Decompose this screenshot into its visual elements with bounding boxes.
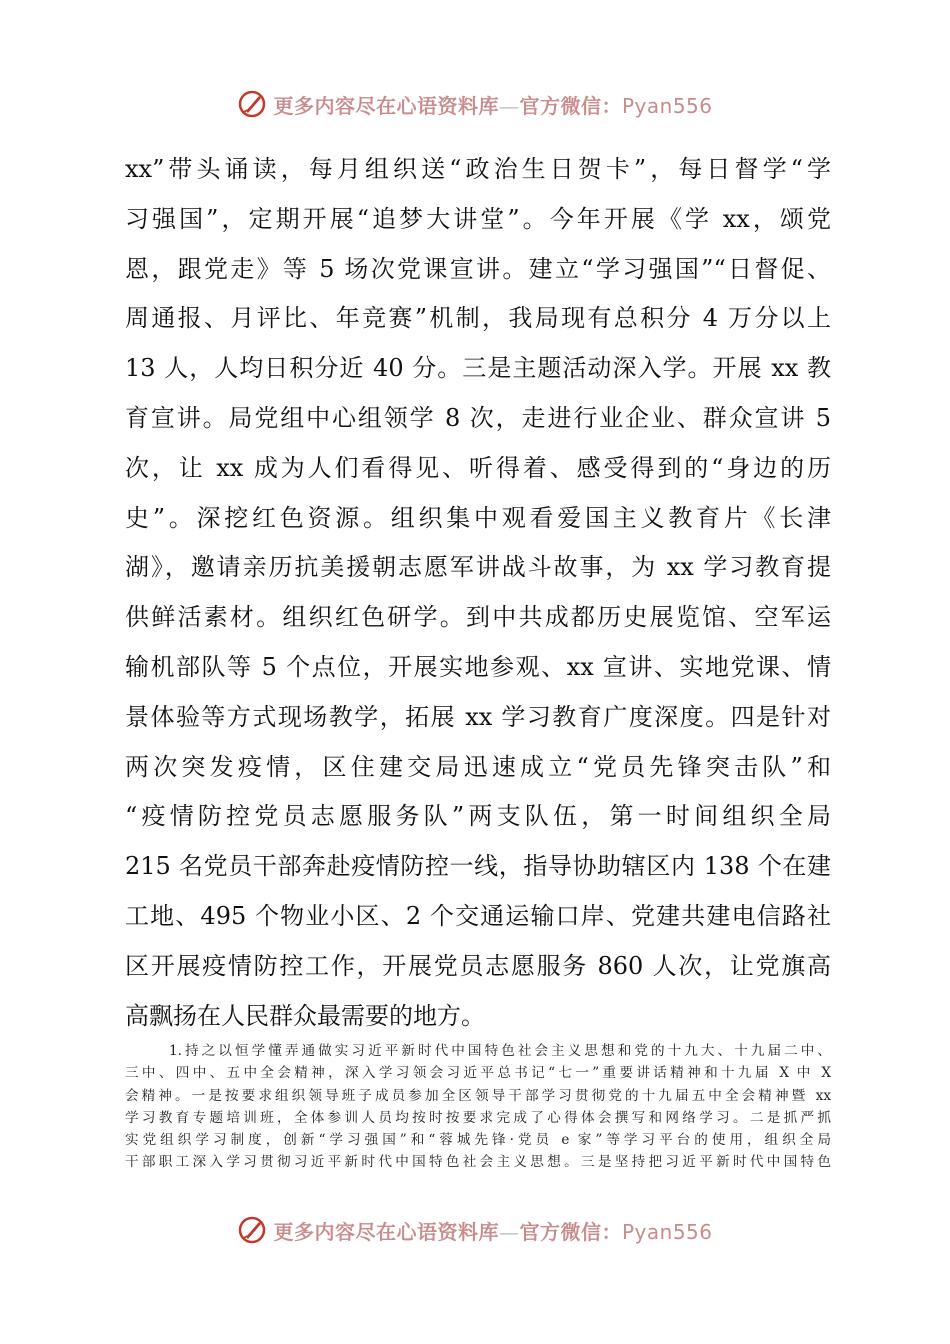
body-line-7: 次，让 xx 成为人们看得见、听得着、感受得到的“身边的历 (125, 453, 831, 482)
banner-text (273, 90, 712, 119)
banner-label: 更多内容尽在心语资料库 (273, 1219, 499, 1244)
banner-label: 更多内容尽在心语资料库 (273, 93, 499, 118)
body-line-17: 区开展疫情防控工作，开展党员志愿服务 860 人次，让党旗高 (125, 951, 831, 980)
small-line-3: 会精神。一是按要求组织领导班子成员参加全区领导干部学习贯彻党的十九届五中全会精神暨 xx (125, 1087, 831, 1104)
banner-account: Pyan556 (621, 93, 713, 118)
body-line-2: 习强国”，定期开展“追梦大讲堂”。今年开展《学 xx，颂党 (125, 204, 831, 233)
banner-account: Pyan556 (621, 1219, 713, 1244)
body-line-11: 输机部队等 5 个点位，开展实地参观、xx 宣讲、实地党课、情 (125, 652, 831, 681)
small-line-1: 1.持之以恒学懂弄通做实习近平新时代中国特色社会主义思想和党的十九大、十九届二中、 (169, 1043, 831, 1059)
banner-official: 官方微信： (519, 93, 622, 118)
banner-dash: — (498, 93, 520, 118)
body-line-9: 湖》，邀请亲历抗美援朝志愿军讲战斗故事，为 xx 学习教育提 (125, 553, 831, 582)
body-line-14: “疫情防控党员志愿服务队”两支队伍，第一时间组织全局 (125, 802, 831, 831)
body-line-4: 周通报、月评比、年竞赛”机制，我局现有总积分 4 万分以上 (125, 304, 831, 333)
small-line-4: 学习教育专题培训班，全体参训人员均按时按要求完成了心得体会撰写和网络学习。二是抓严抓 (125, 1109, 831, 1126)
body-line-6: 育宣讲。局党组中心组领学 8 次，走进行业企业、群众宣讲 5 (125, 403, 831, 432)
body-line-3: 恩，跟党走》等 5 场次党课宣讲。建立“学习强国”“日督促、 (125, 254, 831, 283)
small-line-6: 干部职工深入学习贯彻习近平新时代中国特色社会主义思想。三是坚持把习近平新时代中国特色 (125, 1154, 831, 1171)
small-line-5: 实党组织学习制度，创新“学习强国”和“蓉城先锋·党员 e 家”等学习平台的使用，组织全局 (125, 1132, 831, 1149)
body-line-18: 高飘扬在人民群众最需要的地方。 (125, 1001, 485, 1030)
banner-text (273, 1216, 712, 1245)
body-line-15: 215 名党员干部奔赴疫情防控一线，指导协助辖区内 138 个在建 (125, 852, 831, 881)
body-line-13: 两次突发疫情，区住建交局迅速成立“党员先锋突击队”和 (125, 752, 831, 781)
body-line-1: xx”带头诵读，每月组织送“政治生日贺卡”，每日督学“学 (125, 155, 831, 183)
quill-logo-icon (237, 89, 267, 119)
small-line-2: 三中、四中、五中全会精神，深入学习领会习近平总书记“七一”重要讲话精神和十九届 X 中 X (125, 1065, 831, 1082)
body-line-16: 工地、495 个物业小区、2 个交通运输口岸、党建共建电信路社 (125, 901, 831, 930)
body-line-5: 13 人，人均日积分近 40 分。三是主题活动深入学。开展 xx 教 (125, 354, 831, 383)
body-line-10: 供鲜活素材。组织红色研学。到中共成都历史展览馆、空军运 (125, 603, 831, 632)
small-paragraph (125, 1040, 831, 1174)
quill-logo-icon (237, 1215, 267, 1245)
footer-banner (0, 1208, 950, 1252)
header-banner (0, 82, 950, 126)
banner-official: 官方微信： (519, 1219, 622, 1244)
body-line-12: 景体验等方式现场教学，拓展 xx 学习教育广度深度。四是针对 (125, 702, 831, 731)
body-line-8: 史”。深挖红色资源。组织集中观看爱国主义教育片《长津 (125, 503, 831, 532)
main-paragraph (125, 145, 831, 1041)
banner-dash: — (498, 1219, 520, 1244)
